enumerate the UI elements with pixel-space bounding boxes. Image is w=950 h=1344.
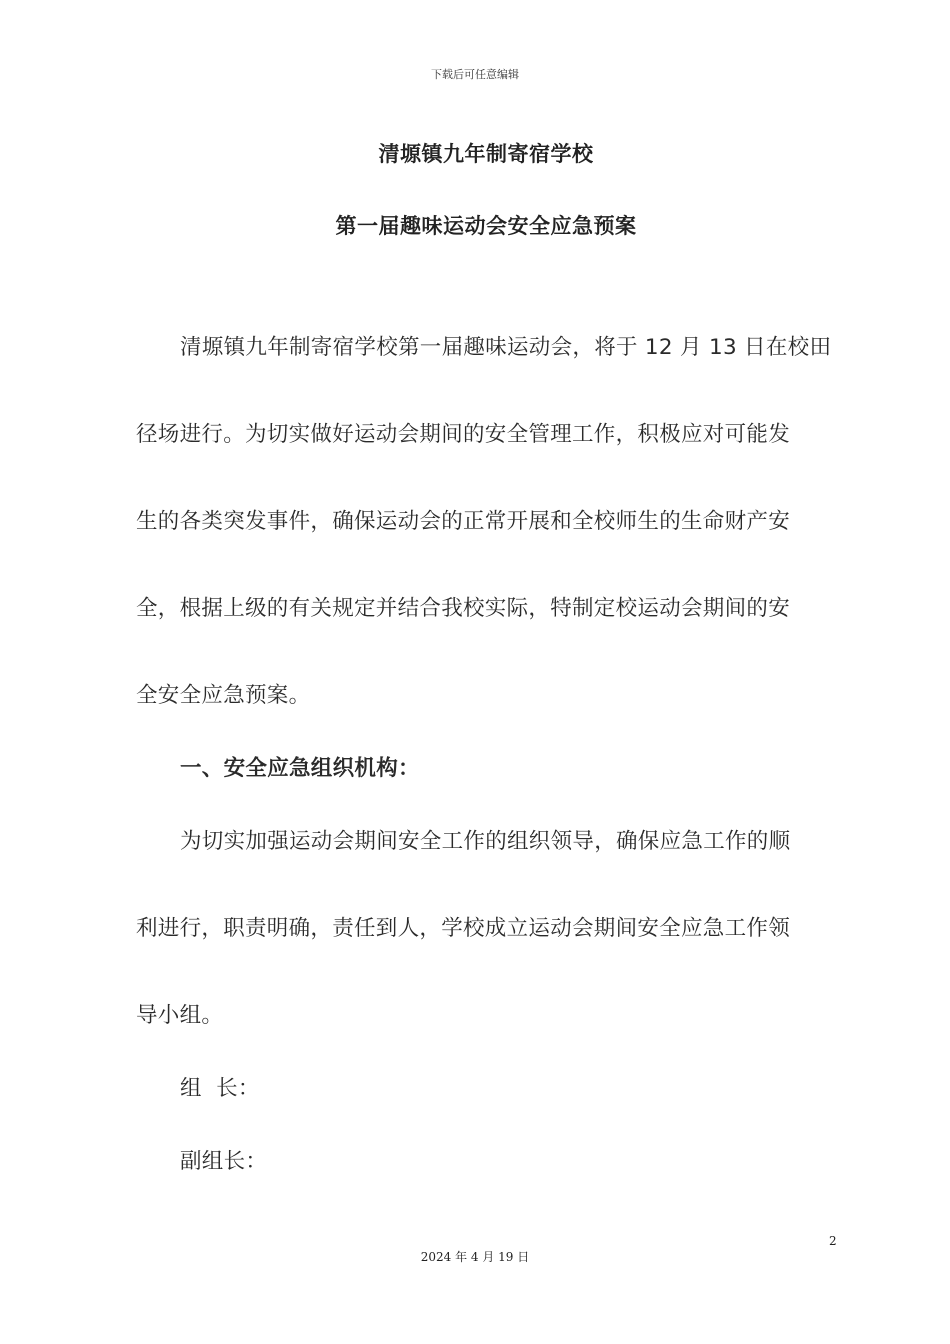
intro-line: 清塬镇九年制寄宿学校第一届趣味运动会，将于 12 月 13 日在校田 [180,335,832,360]
intro-line: 生的各类突发事件，确保运动会的正常开展和全校师生的生命财产安 [136,509,791,534]
deputy-label: 副组长： [180,1149,268,1174]
document-title-plan: 第一届趣味运动会安全应急预案 [335,214,637,238]
intro-line: 径场进行。为切实做好运动会期间的安全管理工作，积极应对可能发 [136,422,791,447]
leader-label: 组 长： [180,1076,260,1101]
section-line: 为切实加强运动会期间安全工作的组织领导，确保应急工作的顺 [180,829,791,854]
section-heading: 一、安全应急组织机构： [180,756,420,781]
page-number: 2 [829,1234,837,1248]
header-note: 下载后可任意编辑 [431,68,519,81]
document-title-school: 清塬镇九年制寄宿学校 [378,142,594,166]
intro-line: 全，根据上级的有关规定并结合我校实际，特制定校运动会期间的安 [136,596,791,621]
section-line: 利进行，职责明确，责任到人，学校成立运动会期间安全应急工作领 [136,916,791,941]
section-line: 导小组。 [136,1003,224,1028]
intro-line: 全安全应急预案。 [136,683,311,708]
footer-date: 2024 年 4 月 19 日 [420,1250,530,1264]
